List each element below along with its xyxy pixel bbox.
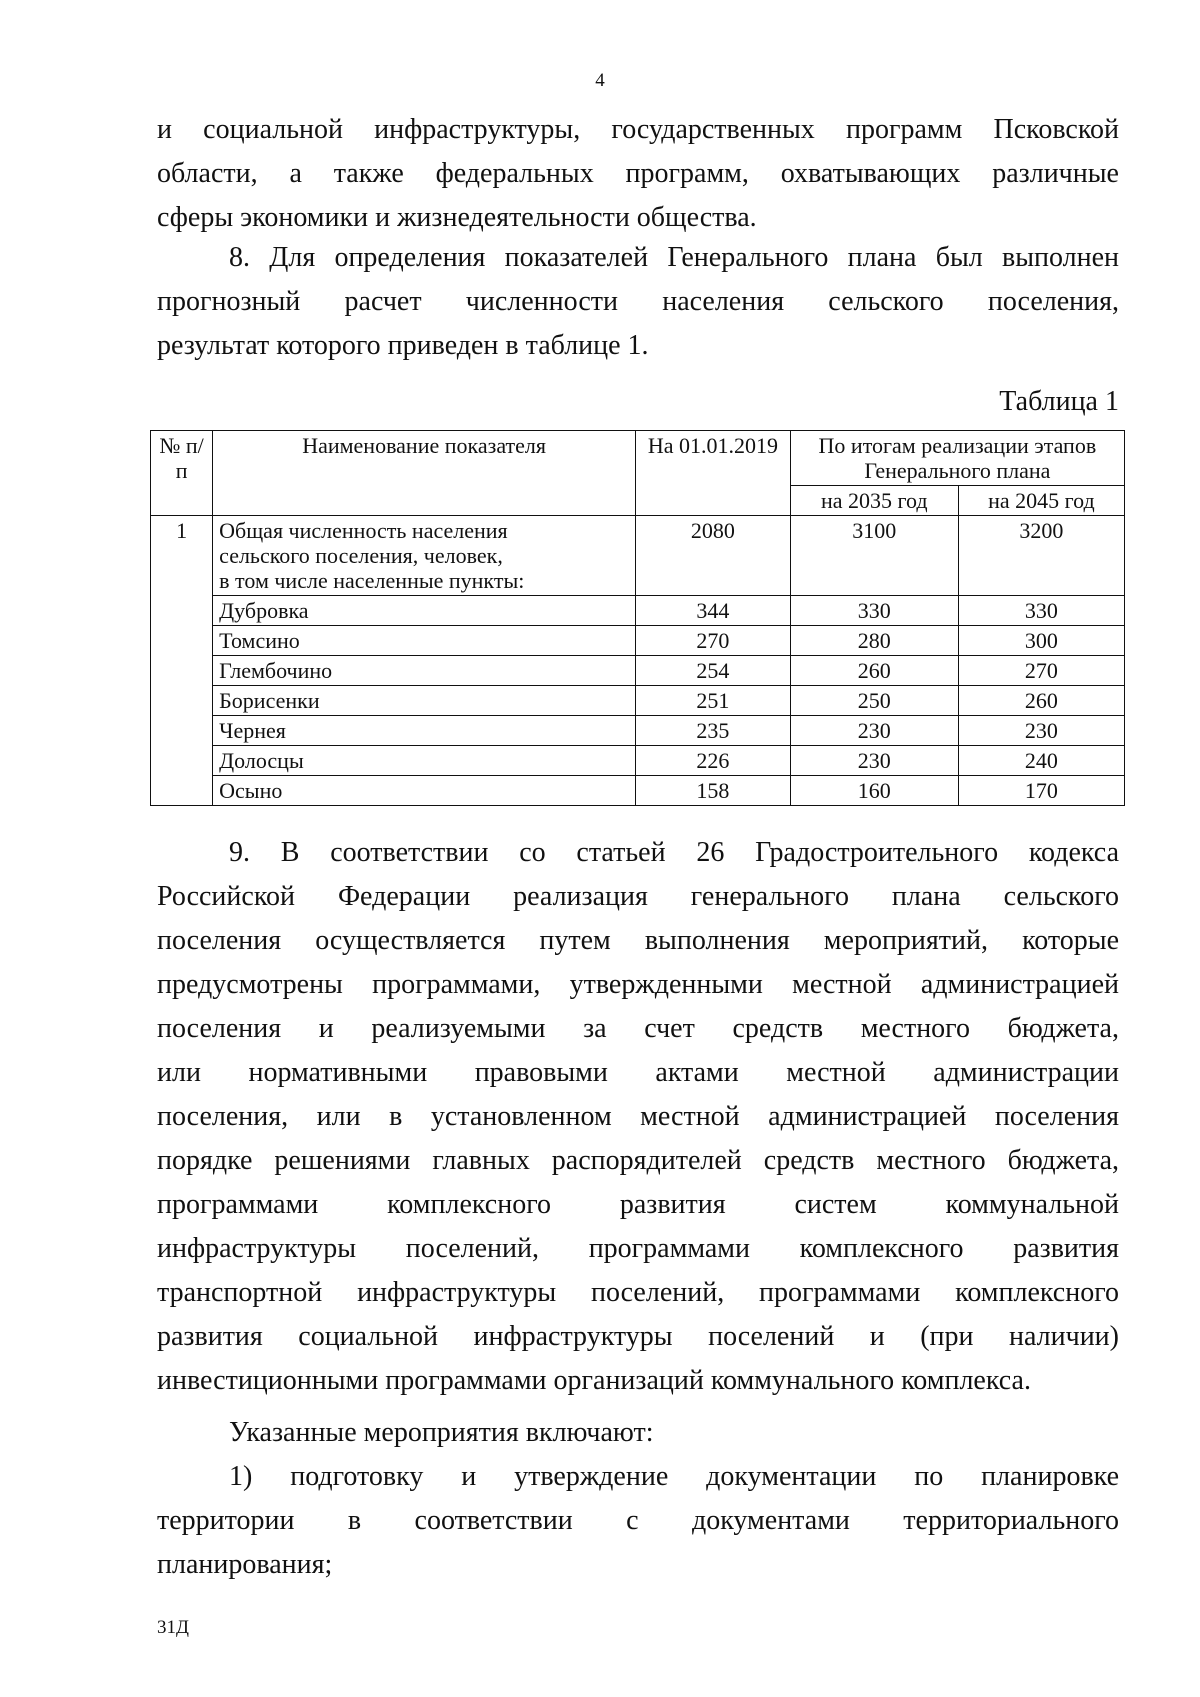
value-2019: 254 [636,656,791,686]
total-label-line: в том числе населенные пункты: [219,568,525,593]
total-2045: 3200 [958,516,1124,596]
text-line: транспортной инфраструктуры поселений, программами комплексного [157,1277,1119,1308]
measure-1-paragraph [157,1455,1119,1587]
header-date: На 01.01.2019 [636,431,791,516]
settlement-name: Осыно [213,776,636,806]
text-line: или нормативными правовыми актами местной администрации [157,1057,1119,1088]
settlement-name: Глембочино [213,656,636,686]
header-name: Наименование показателя [213,431,636,516]
value-2045: 330 [958,596,1124,626]
text-line: Указанные мероприятия включают: [229,1417,654,1448]
value-2045: 170 [958,776,1124,806]
settlement-name: Долосцы [213,746,636,776]
text-line: сферы экономики и жизнедеятельности общества. [157,202,757,233]
text-line: поселения и реализуемыми за счет средств местного бюджета, [157,1013,1119,1044]
text-line: инвестиционными программами организаций коммунального комплекса. [157,1365,1031,1396]
row-number: 1 [151,516,213,806]
text-line: инфраструктуры поселений, программами комплексного развития [157,1233,1119,1264]
value-2035: 330 [790,596,958,626]
item-9-paragraph [157,831,1119,1403]
intro-paragraph [157,108,1119,240]
text-line: области, а также федеральных программ, охватывающих различные [157,158,1119,189]
total-label-line: Общая численность населения [219,518,508,543]
settlement-name: Томсино [213,626,636,656]
text-line: результат которого приведен в таблице 1. [157,330,649,361]
header-num: № п/п [151,431,213,516]
value-2045: 240 [958,746,1124,776]
value-2045: 230 [958,716,1124,746]
settlement-name: Чернея [213,716,636,746]
table-row [151,716,1125,746]
value-2035: 160 [790,776,958,806]
text-line: и социальной инфраструктуры, государственных программ Псковской [157,114,1119,145]
text-line: порядке решениями главных распорядителей средств местного бюджета, [157,1145,1119,1176]
table-row [151,656,1125,686]
header-stages: По итогам реализации этапов Генерального плана [790,431,1124,486]
value-2035: 250 [790,686,958,716]
measures-intro [157,1411,1119,1455]
settlement-name: Борисенки [213,686,636,716]
table-row [151,686,1125,716]
text-line: планирования; [157,1549,333,1580]
header-2045: на 2045 год [958,486,1124,516]
value-2019: 158 [636,776,791,806]
item-8-paragraph [157,236,1119,368]
settlement-name: Дубровка [213,596,636,626]
text-line: 9. В соответствии со статьей 26 Градостроительного кодекса [229,837,1119,868]
value-2045: 270 [958,656,1124,686]
value-2035: 230 [790,746,958,776]
text-line: предусмотрены программами, утвержденными местной администрацией [157,969,1119,1000]
text-line: прогнозный расчет численности населения сельского поселения, [157,286,1119,317]
value-2045: 260 [958,686,1124,716]
text-line: программами комплексного развития систем коммунальной [157,1189,1119,1220]
total-2035: 3100 [790,516,958,596]
table-row [151,626,1125,656]
page-number: 4 [595,70,605,91]
text-line: поселения, или в установленном местной администрацией поселения [157,1101,1119,1132]
value-2019: 270 [636,626,791,656]
value-2045: 300 [958,626,1124,656]
value-2019: 235 [636,716,791,746]
table-row [151,776,1125,806]
text-line: поселения осуществляется путем выполнения мероприятий, которые [157,925,1119,956]
table-row [151,746,1125,776]
text-line: 1) подготовку и утверждение документации по планировке [229,1461,1119,1492]
header-2035: на 2035 год [790,486,958,516]
total-label [213,516,636,596]
value-2035: 280 [790,626,958,656]
value-2019: 344 [636,596,791,626]
table-row-total [151,516,1125,596]
text-line: 8. Для определения показателей Генерального плана был выполнен [229,242,1119,273]
value-2035: 260 [790,656,958,686]
text-line: Российской Федерации реализация генерального плана сельского [157,881,1119,912]
total-2019: 2080 [636,516,791,596]
value-2019: 226 [636,746,791,776]
value-2019: 251 [636,686,791,716]
table-header-row [151,431,1125,486]
value-2035: 230 [790,716,958,746]
table-caption: Таблица 1 [999,386,1119,417]
text-line: территории в соответствии с документами территориального [157,1505,1119,1536]
table-row [151,596,1125,626]
total-label-line: сельского поселения, человек, [219,543,503,568]
footer-code: 31Д [157,1617,189,1638]
population-table [150,430,1125,806]
text-line: развития социальной инфраструктуры поселений и (при наличии) [157,1321,1119,1352]
